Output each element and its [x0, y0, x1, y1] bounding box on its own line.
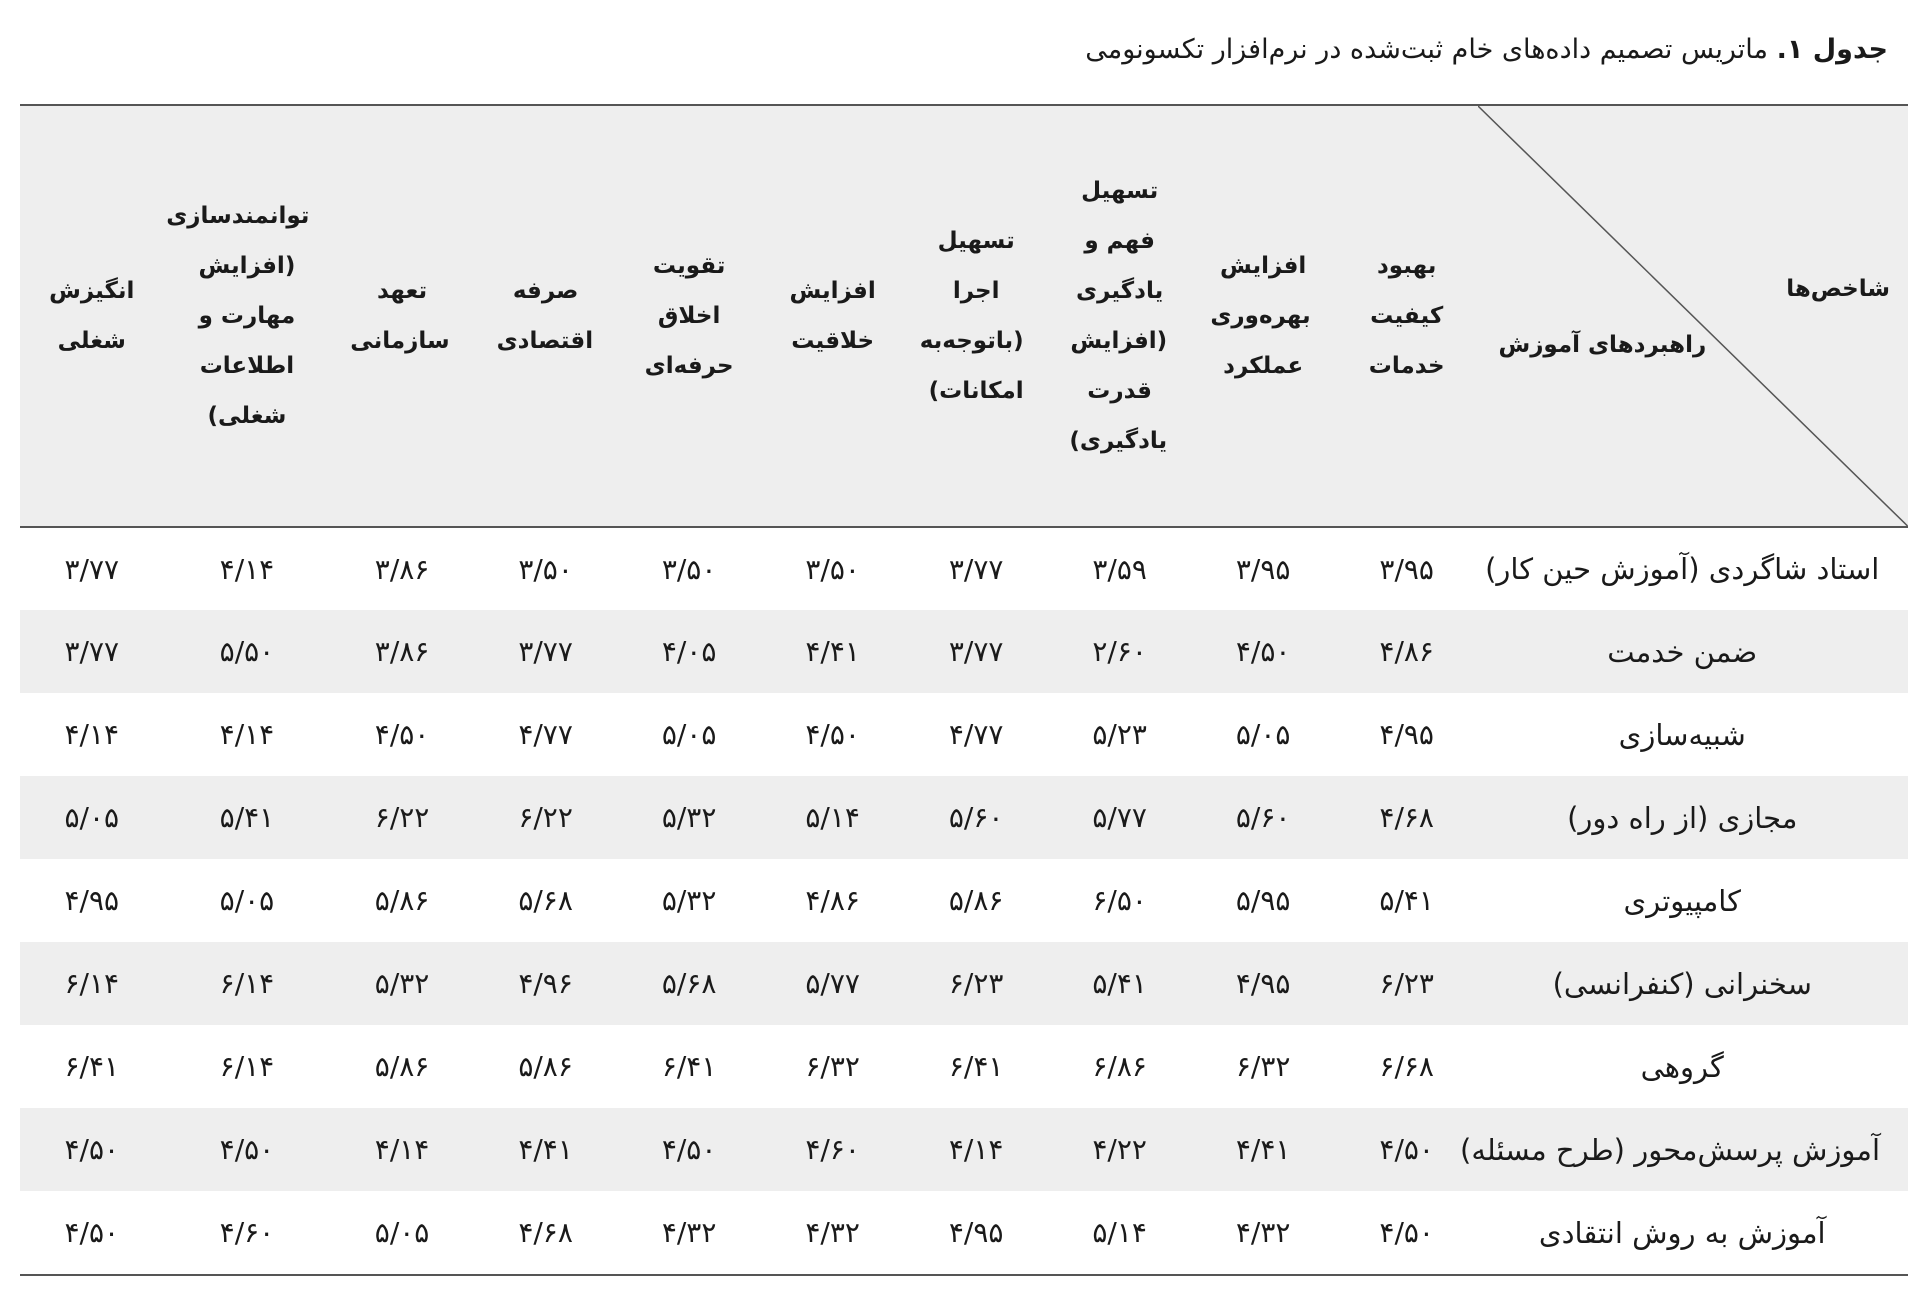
- table-cell: ۶/۵۰: [1092, 884, 1147, 917]
- row-label: شبیه‌سازی: [1618, 717, 1746, 752]
- table-cell: ۶/۲۳: [1379, 967, 1434, 1000]
- table-cell: ۵/۱۴: [805, 801, 860, 834]
- table-cell: ۳/۷۷: [64, 552, 120, 586]
- table-cell: ۴/۱۴: [948, 1133, 1004, 1166]
- table-header-row: [20, 106, 1908, 527]
- table-cell: ۴/۹۶: [518, 967, 573, 1000]
- table-cell: ۴/۳۲: [805, 1216, 860, 1249]
- table-cell: ۵/۴۱: [1379, 884, 1434, 917]
- table-cell: ۴/۳۲: [661, 1216, 717, 1249]
- table-cell: ۶/۲۲: [518, 801, 573, 834]
- table-cell: ۴/۸۶: [805, 884, 860, 917]
- table-row: [20, 527, 1908, 610]
- table-cell: ۶/۴۱: [948, 1050, 1004, 1083]
- table-cell: ۵/۶۸: [518, 884, 573, 917]
- table-cell: ۴/۹۵: [1379, 718, 1434, 751]
- table-cell: ۶/۴۱: [64, 1050, 120, 1083]
- table-cell: ۳/۵۰: [661, 552, 717, 586]
- table-cell: ۵/۷۷: [805, 967, 860, 1000]
- table-cell: ۵/۰۵: [219, 884, 275, 917]
- row-label: گروهی: [1640, 1049, 1724, 1084]
- table-cell: ۴/۷۷: [518, 718, 573, 751]
- table-cell: ۴/۵۰: [1379, 1216, 1434, 1249]
- table-cell: ۴/۲۲: [1092, 1133, 1147, 1166]
- table-cell: ۵/۰۵: [374, 1216, 430, 1249]
- table-cell: ۶/۳۲: [1235, 1050, 1291, 1083]
- table-cell: ۵/۱۴: [1092, 1216, 1147, 1249]
- table-cell: ۴/۶۰: [219, 1216, 275, 1249]
- table-cell: ۶/۸۶: [1092, 1050, 1147, 1083]
- caption-text: ماتریس تصمیم داده‌های خام ثبت‌شده در نرم‌افزار تکسونومی: [1085, 34, 1777, 65]
- table-cell: ۳/۵۰: [518, 552, 573, 586]
- table-cell: ۵/۰۵: [64, 801, 120, 834]
- table-cell: ۴/۱۴: [219, 718, 275, 751]
- table-cell: ۵/۸۶: [948, 884, 1004, 917]
- table-cell: ۴/۴۱: [805, 635, 860, 668]
- column-header: توانمندسازی (افزایش مهارت و اطلاعات شغلی): [164, 106, 331, 527]
- table-cell: ۵/۲۳: [1092, 718, 1147, 751]
- table-row: [20, 693, 1908, 776]
- row-label: کامپیوتری: [1623, 883, 1741, 918]
- table-caption: [1085, 34, 1888, 65]
- column-header: انگیزش شغلی: [20, 106, 164, 527]
- column-header: افزایش خلاقیت: [761, 106, 905, 527]
- table-row: [20, 1025, 1908, 1108]
- table-cell: ۴/۵۰: [1235, 635, 1291, 668]
- table-row: [20, 610, 1908, 693]
- table-cell: ۵/۸۶: [374, 884, 430, 917]
- table-cell: ۴/۶۰: [805, 1133, 860, 1166]
- table-row: [20, 942, 1908, 1025]
- table-cell: ۶/۴۱: [661, 1050, 717, 1083]
- table-cell: ۳/۷۷: [64, 635, 120, 668]
- table-cell: ۵/۶۸: [661, 967, 717, 1000]
- column-header: تسهیل فهم و یادگیری (افزایش قدرت یادگیری): [1048, 106, 1192, 527]
- table-cell: ۵/۸۶: [518, 1050, 573, 1083]
- table-cell: ۴/۶۸: [1379, 801, 1434, 834]
- table-cell: ۳/۵۹: [1092, 552, 1147, 586]
- table-cell: ۲/۶۰: [1092, 635, 1147, 668]
- table-cell: ۳/۷۷: [948, 635, 1004, 668]
- column-header: بهبود کیفیت خدمات: [1335, 106, 1479, 527]
- table-cell: ۶/۱۴: [64, 967, 120, 1000]
- table-cell: ۴/۵۰: [219, 1133, 275, 1166]
- table-cell: ۶/۶۸: [1379, 1050, 1434, 1083]
- column-header: تعهد سازمانی: [330, 106, 474, 527]
- table-cell: ۶/۱۴: [219, 1050, 275, 1083]
- table-row: [20, 1108, 1908, 1191]
- table-cell: ۵/۸۶: [374, 1050, 430, 1083]
- table-cell: ۴/۱۴: [64, 718, 120, 751]
- caption-label: جدول ۱.: [1776, 34, 1888, 65]
- table-cell: ۴/۱۴: [374, 1133, 430, 1166]
- table-cell: ۴/۰۵: [661, 635, 717, 668]
- row-label: استاد شاگردی (آموزش حین کار): [1485, 552, 1880, 586]
- table-cell: ۴/۷۷: [948, 718, 1004, 751]
- table-cell: ۴/۹۵: [948, 1216, 1004, 1249]
- corner-strategies-label: راهبردهای آموزش: [1498, 332, 1707, 358]
- table-cell: ۳/۸۶: [374, 635, 430, 668]
- table-cell: ۳/۹۵: [1235, 552, 1291, 586]
- table-cell: ۴/۴۱: [1235, 1133, 1291, 1166]
- table-cell: ۶/۲۳: [948, 967, 1004, 1000]
- table-cell: ۵/۳۲: [374, 967, 430, 1000]
- column-header: افزایش بهره‌وری عملکرد: [1191, 106, 1335, 527]
- table-body: [20, 527, 1908, 1274]
- table-cell: ۴/۵۰: [64, 1216, 120, 1249]
- table-row: [20, 1191, 1908, 1274]
- table-cell: ۴/۵۰: [1379, 1133, 1434, 1166]
- table-cell: ۴/۵۰: [374, 718, 430, 751]
- table-cell: ۵/۴۱: [219, 801, 275, 834]
- table-cell: ۴/۴۱: [518, 1133, 573, 1166]
- row-label: آموزش به روش انتقادی: [1538, 1215, 1826, 1250]
- table-cell: ۴/۹۵: [64, 884, 120, 917]
- table-cell: ۵/۹۵: [1235, 884, 1291, 917]
- table-row: [20, 776, 1908, 859]
- table-cell: ۴/۵۰: [661, 1133, 717, 1166]
- table-cell: ۴/۶۸: [518, 1216, 573, 1249]
- table-cell: ۵/۳۲: [661, 801, 717, 834]
- column-header: تسهیل اجرا (باتوجه‌به امکانات): [904, 106, 1048, 527]
- diagonal-divider: [1478, 106, 1908, 526]
- table-cell: ۴/۵۰: [64, 1133, 120, 1166]
- table-cell: ۴/۸۶: [1379, 635, 1434, 668]
- table-cell: ۵/۷۷: [1092, 801, 1147, 834]
- table-cell: ۵/۵۰: [219, 635, 275, 668]
- table-cell: ۴/۱۴: [219, 552, 275, 586]
- table-cell: ۵/۶۰: [1235, 801, 1291, 834]
- table-cell: ۶/۱۴: [219, 967, 275, 1000]
- row-label: مجازی (از راه دور): [1567, 800, 1798, 835]
- table-cell: ۴/۹۵: [1235, 967, 1291, 1000]
- row-label: آموزش پرسش‌محور (طرح مسئله): [1460, 1132, 1880, 1167]
- table-cell: ۶/۳۲: [805, 1050, 860, 1083]
- table-cell: ۵/۶۰: [948, 801, 1004, 834]
- table-cell: ۴/۵۰: [805, 718, 860, 751]
- corner-header-cell: [1478, 106, 1908, 527]
- table-cell: ۳/۹۵: [1379, 552, 1434, 586]
- corner-indicators-label: شاخص‌ها: [1786, 276, 1890, 302]
- table-cell: ۶/۲۲: [374, 801, 430, 834]
- column-header: صرفه اقتصادی: [474, 106, 618, 527]
- row-label: سخنرانی (کنفرانسی): [1552, 966, 1812, 1001]
- decision-matrix-table: [20, 104, 1908, 1276]
- column-header: تقویت اخلاق حرفه‌ای: [617, 106, 761, 527]
- table-row: [20, 859, 1908, 942]
- table-cell: ۳/۸۶: [374, 552, 430, 586]
- table-cell: ۳/۷۷: [518, 635, 573, 668]
- table-cell: ۵/۰۵: [661, 718, 717, 751]
- row-label: ضمن خدمت: [1607, 634, 1758, 669]
- table-cell: ۴/۳۲: [1235, 1216, 1291, 1249]
- table-cell: ۵/۴۱: [1092, 967, 1147, 1000]
- table-cell: ۵/۳۲: [661, 884, 717, 917]
- table-cell: ۵/۰۵: [1235, 718, 1291, 751]
- table-cell: ۳/۵۰: [805, 552, 860, 586]
- table-cell: ۳/۷۷: [948, 552, 1004, 586]
